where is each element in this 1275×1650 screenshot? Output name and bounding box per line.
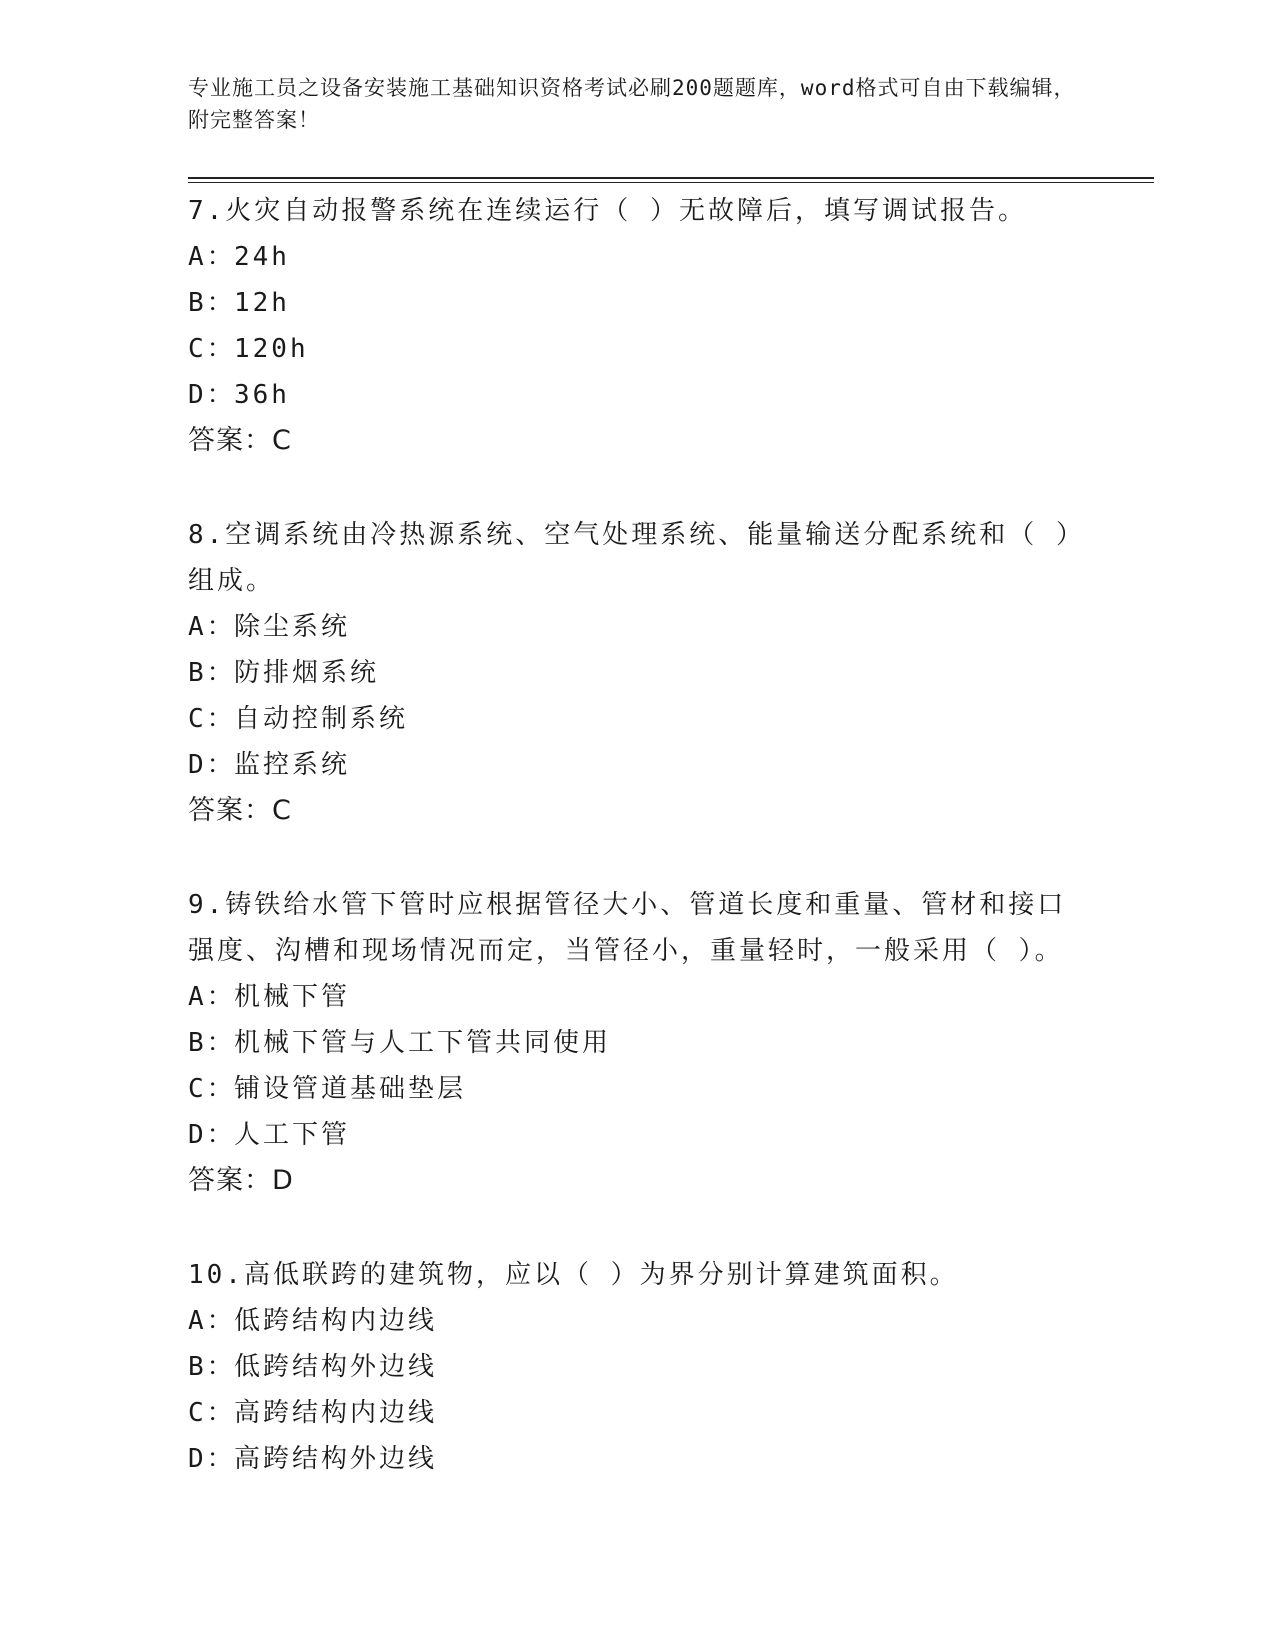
option-c: [188, 1390, 1088, 1436]
option-d: [188, 1112, 1088, 1158]
option-letter: C：: [188, 1398, 236, 1428]
option-text: 监控系统: [234, 750, 351, 780]
option-b: [188, 1020, 1088, 1066]
option-c: [188, 1066, 1088, 1112]
option-letter: C：: [188, 334, 236, 364]
option-letter: D：: [188, 1120, 236, 1150]
option-text: 机械下管: [234, 982, 351, 1012]
answer-line: 答案：C: [188, 795, 292, 826]
option-letter: A：: [188, 1306, 236, 1336]
question-text: 7.火灾自动报警系统在连续运行（ ）无故障后，填写调试报告。: [188, 196, 1027, 226]
answer-line: 答案：C: [188, 425, 292, 456]
option-c: [188, 326, 1088, 372]
option-letter: A：: [188, 242, 236, 272]
option-text: 低跨结构外边线: [234, 1352, 438, 1382]
option-b: [188, 1344, 1088, 1390]
option-c: [188, 696, 1088, 742]
option-letter: C：: [188, 704, 236, 734]
header-divider-thin: [188, 182, 1154, 183]
option-letter: D：: [188, 380, 236, 410]
option-letter: B：: [188, 288, 236, 318]
question-text: 8.空调系统由冷热源系统、空气处理系统、能量输送分配系统和（ ）组成。: [188, 520, 1085, 596]
answer-line: 答案：D: [188, 1165, 294, 1196]
option-d: [188, 742, 1088, 788]
option-d: [188, 372, 1088, 418]
option-text: 人工下管: [234, 1120, 351, 1150]
option-text: 高跨结构内边线: [234, 1398, 438, 1428]
option-text: 120h: [234, 334, 309, 364]
option-letter: A：: [188, 982, 236, 1012]
option-letter: B：: [188, 1352, 236, 1382]
option-letter: B：: [188, 1028, 236, 1058]
question-text: 9.铸铁给水管下管时应根据管径大小、管道长度和重量、管材和接口强度、沟槽和现场情况而定，当管径小，重量轻时，一般采用（ ）。: [188, 890, 1067, 966]
option-letter: D：: [188, 1444, 236, 1474]
question-9: [188, 882, 1088, 1204]
option-text: 除尘系统: [234, 612, 351, 642]
option-text: 24h: [234, 242, 290, 272]
document-header: 专业施工员之设备安装施工基础知识资格考试必刷200题题库，word格式可自由下载编辑，附完整答案！: [188, 76, 1076, 132]
option-letter: D：: [188, 750, 236, 780]
option-letter: B：: [188, 658, 236, 688]
question-8: [188, 512, 1088, 834]
option-text: 36h: [234, 380, 290, 410]
question-list: [188, 188, 1088, 1530]
option-text: 12h: [234, 288, 290, 318]
option-a: [188, 974, 1088, 1020]
option-text: 铺设管道基础垫层: [234, 1074, 467, 1104]
question-7: [188, 188, 1088, 464]
option-text: 防排烟系统: [234, 658, 380, 688]
option-letter: A：: [188, 612, 236, 642]
option-b: [188, 280, 1088, 326]
option-b: [188, 650, 1088, 696]
option-a: [188, 604, 1088, 650]
header-divider-thick: [188, 177, 1154, 179]
question-text: 10.高低联跨的建筑物，应以（ ）为界分别计算建筑面积。: [188, 1260, 959, 1290]
option-a: [188, 1298, 1088, 1344]
question-10: [188, 1252, 1088, 1482]
option-a: [188, 234, 1088, 280]
option-text: 机械下管与人工下管共同使用: [234, 1028, 612, 1058]
option-text: 自动控制系统: [234, 704, 409, 734]
option-d: [188, 1436, 1088, 1482]
option-letter: C：: [188, 1074, 236, 1104]
option-text: 低跨结构内边线: [234, 1306, 438, 1336]
option-text: 高跨结构外边线: [234, 1444, 438, 1474]
